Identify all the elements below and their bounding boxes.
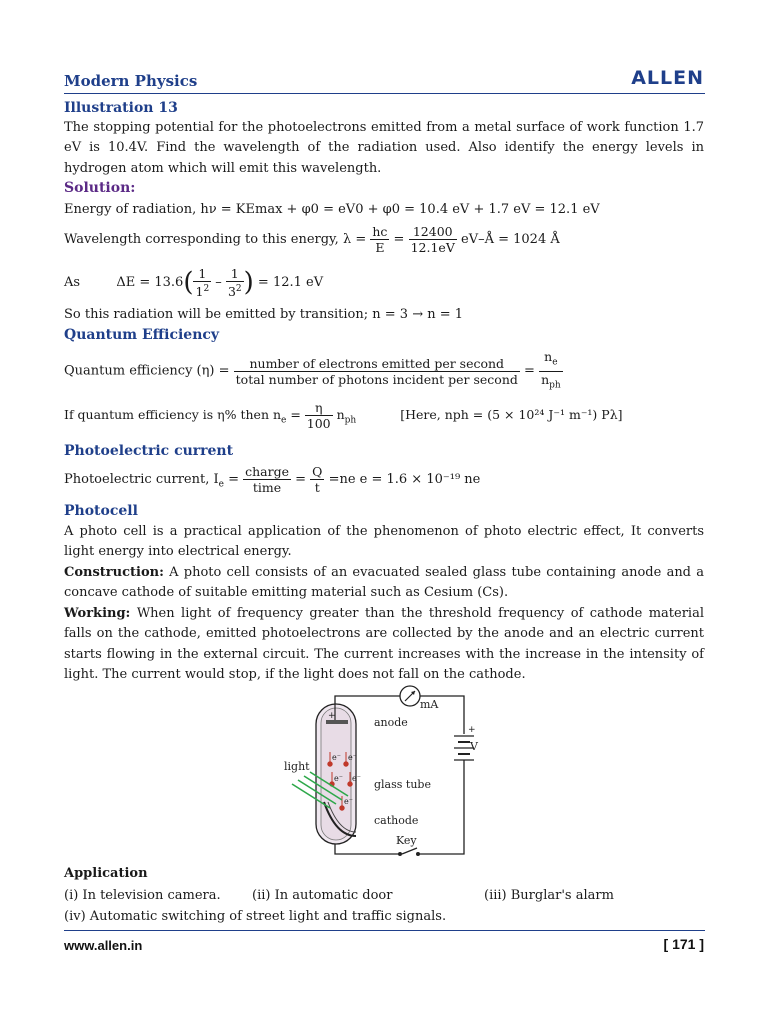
delta-lead: ΔE = 13.6 xyxy=(116,275,184,291)
footer-site: www.allen.in xyxy=(64,938,143,953)
label-key: Key xyxy=(396,834,417,847)
wire-top-left xyxy=(335,696,400,704)
nph-sub: ph xyxy=(549,380,561,390)
if-quantum-line: If quantum efficiency is η% then $n_e$ = $\frac{\eta}{100}$ $n_{ph}$ [Here, nph = (5 × 10²⁴ J⁻¹ m⁻¹) Pλ] xyxy=(64,400,623,431)
header-rule xyxy=(64,93,705,94)
working-paragraph xyxy=(64,604,704,685)
application-item-4: (iv) Automatic switching of street light and traffic signals. xyxy=(64,909,447,924)
quantum-numerator: number of electrons emitted per second xyxy=(234,356,520,372)
illustration-problem: The stopping potential for the photoelectrons emitted from a metal surface of work function 1.7 eV is 10.4V. Find the wavelength of the radiation used. Also identify the energy levels in hydrogen atom which will emit this wavelength. xyxy=(64,120,704,176)
svg-text:e⁻: e⁻ xyxy=(334,774,343,783)
wl-den2: 12.1eV xyxy=(410,240,455,255)
svg-text:e⁻: e⁻ xyxy=(352,774,361,783)
photocell-intro: A photo cell is a practical application of the phenomenon of photo electric effect, It converts light energy into electrical energy. xyxy=(64,524,704,560)
solution-heading: Solution: xyxy=(64,180,136,196)
key-icon xyxy=(398,852,402,856)
pc-lead: Photoelectric current, I xyxy=(64,472,219,487)
ne-symbol: n xyxy=(544,349,553,364)
delta-e-equation: As ΔE = 13.6( $\frac{1}{1^2}$ – $\frac{1}{3^2}$ ) = 12.1 eV xyxy=(64,266,324,300)
svg-text:e⁻: e⁻ xyxy=(344,797,353,806)
construction-text: A photo cell consists of an evacuated sealed glass tube containing anode and a concave cathode of suitable emitting material such as Cesium (Cs). xyxy=(64,565,704,601)
eta: η xyxy=(305,400,333,416)
quantum-equation: Quantum efficiency (η) = $\frac{\text{number of electrons emitted per second}}{\text{total number of photons incident per second}}$ = $\frac{n_e}{n_{ph}}$ xyxy=(64,349,561,390)
wavelength-lead: Wavelength corresponding to this energy, λ = xyxy=(64,232,367,247)
transition-line: So this radiation will be emitted by transition; n = 3 → n = 1 xyxy=(64,307,464,322)
application-item-1: (i) In television camera. xyxy=(64,888,221,903)
fraction-hc-over-e xyxy=(370,224,389,255)
working-label: Working: xyxy=(64,606,131,621)
quantum-heading: Quantum Efficiency xyxy=(64,327,220,343)
label-v: V xyxy=(470,740,478,753)
t: t xyxy=(314,480,320,495)
plus-sign-anode: + xyxy=(328,711,336,721)
if-lead: If quantum efficiency is η% then n xyxy=(64,407,282,422)
fraction-12400 xyxy=(409,224,457,255)
label-cathode: cathode xyxy=(374,814,419,827)
pc-lead-sub: e xyxy=(218,479,224,490)
delta-tail: = 12.1 eV xyxy=(257,275,324,291)
construction-paragraph xyxy=(64,563,704,604)
page-number: [ 171 ] xyxy=(663,936,704,952)
charge: charge xyxy=(245,464,289,479)
here-note: [Here, nph = (5 × 10²⁴ J⁻¹ m⁻¹) Pλ] xyxy=(400,407,623,422)
wavelength-equation: Wavelength corresponding to this energy, λ = $\frac{hc}{E}$ = $\frac{12400}{12.1eV}$ eV–Å = 1024 Å xyxy=(64,224,560,255)
wavelength-tail: eV–Å = 1024 Å xyxy=(461,232,560,247)
photocell-diagram xyxy=(270,684,480,860)
wire-right xyxy=(418,760,464,854)
quantum-denominator: total number of photons incident per second xyxy=(235,371,518,387)
application-item-3: (iii) Burglar's alarm xyxy=(484,888,614,903)
illustration-heading: Illustration 13 xyxy=(64,100,178,116)
wl-num2: 12400 xyxy=(409,224,457,240)
footer-rule xyxy=(64,930,705,931)
plus-sign-battery: + xyxy=(468,725,476,735)
label-anode: anode xyxy=(374,716,408,729)
wl-den1: E xyxy=(375,240,385,255)
photo-current-equation: Photoelectric current, $I_e$ = $\frac{\text{charge}}{\text{time}}$ = $\frac{Q}{t}$ =ne e = 1.6 × 10⁻¹⁹ ne xyxy=(64,464,481,495)
energy-line: Energy of radiation, hν = KEmax + φ0 = eV0 + φ0 = 10.4 eV + 1.7 eV = 12.1 eV xyxy=(64,202,600,217)
label-ma: mA xyxy=(420,698,439,711)
pc-tail: =ne e = 1.6 × 10⁻¹⁹ ne xyxy=(328,472,481,487)
hundred: 100 xyxy=(306,416,331,431)
wl-num1: hc xyxy=(372,224,388,239)
label-light: light xyxy=(284,760,310,773)
svg-text:e⁻: e⁻ xyxy=(348,753,357,762)
q: Q xyxy=(312,464,323,479)
working-text: When light of frequency greater than the threshold frequency of cathode material falls on the cathode, emitted photoelectrons are collected by the anode and an electric current starts flowing in the external circuit. The current increases with the increase in the intensity of light. The current would stop, if the light does not fall on the cathode. xyxy=(64,606,704,682)
wire-bottom xyxy=(335,844,400,854)
allen-logo: ALLEN xyxy=(631,67,704,89)
ne-sub: e xyxy=(552,357,558,368)
application-heading: Application xyxy=(64,866,148,881)
application-item-2: (ii) In automatic door xyxy=(252,888,393,903)
as-label: As xyxy=(64,275,81,291)
chapter-title: Modern Physics xyxy=(64,72,198,90)
label-glass-tube: glass tube xyxy=(374,778,431,791)
quantum-lead: Quantum efficiency (η) = xyxy=(64,363,230,379)
if-sub: e xyxy=(281,415,287,426)
time: time xyxy=(252,480,282,495)
construction-label: Construction: xyxy=(64,565,164,580)
svg-text:e⁻: e⁻ xyxy=(332,753,341,762)
photo-current-heading: Photoelectric current xyxy=(64,443,234,459)
photocell-heading: Photocell xyxy=(64,503,138,519)
nph-symbol: n xyxy=(541,371,550,387)
